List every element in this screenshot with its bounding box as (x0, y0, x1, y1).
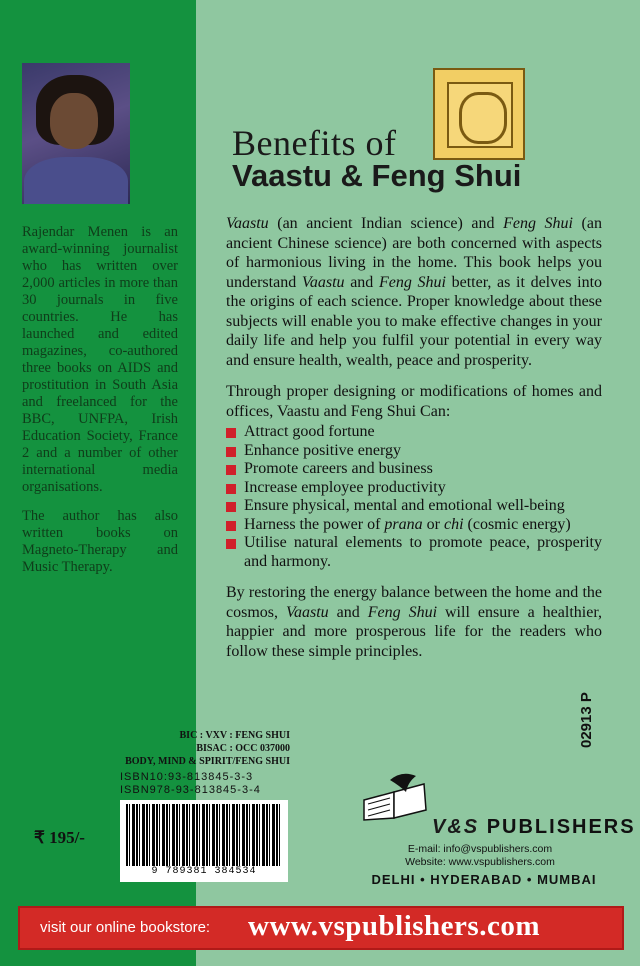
list-item: Promote careers and business (226, 460, 602, 479)
subject-codes: BIC : VXV : FENG SHUI BISAC : OCC 037000 BODY, MIND & SPIRIT/FENG SHUI (125, 730, 290, 767)
bookstore-banner (18, 906, 624, 950)
product-code: 02913 P (578, 692, 595, 748)
list-item: Ensure physical, mental and emotional well-being (226, 497, 602, 516)
barcode (120, 800, 288, 882)
closing-paragraph: By restoring the energy balance between the home and the cosmos, Vaastu and Feng Shui will ensure a healthier, happier and more prosperous life for the readers who follow these simple principles. (226, 584, 602, 660)
vaastu-figure-logo (433, 68, 525, 160)
open-book-eagle-icon (360, 770, 430, 822)
bullet-icon (226, 539, 236, 549)
author-photo (22, 63, 130, 204)
list-item: Enhance positive energy (226, 442, 602, 461)
bullet-icon (226, 484, 236, 494)
bullet-icon (226, 521, 236, 531)
bullet-icon (226, 502, 236, 512)
bullet-icon (226, 465, 236, 475)
title-line-1: Benefits of (232, 123, 397, 163)
author-bio (22, 224, 178, 588)
bookstore-link[interactable]: www.vspublishers.com (248, 910, 540, 942)
lead-paragraph: Through proper designing or modifications of homes and offices, Vaastu and Feng Shui Can: (226, 383, 602, 420)
list-item: Utilise natural elements to promote peace, prosperity and harmony. (226, 534, 602, 571)
bio-paragraph-2: The author has also written books on Magneto-Therapy and Music Therapy. (22, 508, 178, 575)
back-cover-text (226, 214, 602, 673)
barcode-number: 9 789381 384534 (151, 866, 257, 877)
banner-label: visit our online bookstore: (40, 919, 211, 936)
isbn-block: ISBN10:93-813845-3-3 ISBN978-93-813845-3-4 (120, 771, 261, 796)
intro-paragraph: Vaastu (an ancient Indian science) and Feng Shui (an ancient Chinese science) are both concerned with aspects of harmonious living in the home. This book helps you understand Vaastu and Feng Shui better, as it delves into the origins of each science. Proper knowledge about these subjects will enable you to make effective changes in your daily life and help you fulfil your potential in every way and ensure health, wealth, peace and prosperity. (226, 215, 603, 369)
publisher-logo: V&S PUBLISHERS (432, 816, 636, 838)
title-line-2: Vaastu & Feng Shui (232, 158, 522, 193)
bio-paragraph-1: Rajendar Menen is an award-winning journalist who has written over 2,000 articles in more than 30 journals in five countries. He has launched and edited magazines, co-authored three books on AIDS and prostitution in South Asia and freelanced for the BBC, UNFPA, Irish Education Society, France 2 and a number of other international media organisations. (22, 224, 178, 495)
price-label: ₹ 195/- (34, 828, 85, 847)
bullet-icon (226, 428, 236, 438)
bullet-icon (226, 447, 236, 457)
benefits-list (226, 423, 602, 571)
list-item: Attract good fortune (226, 423, 602, 442)
publisher-cities: DELHI • HYDERABAD • MUMBAI (371, 872, 597, 887)
list-item: Harness the power of prana or chi (cosmic energy) (226, 516, 602, 535)
list-item: Increase employee productivity (226, 479, 602, 498)
publisher-contact: E-mail: info@vspublishers.com Website: www.vspublishers.com (405, 843, 555, 868)
